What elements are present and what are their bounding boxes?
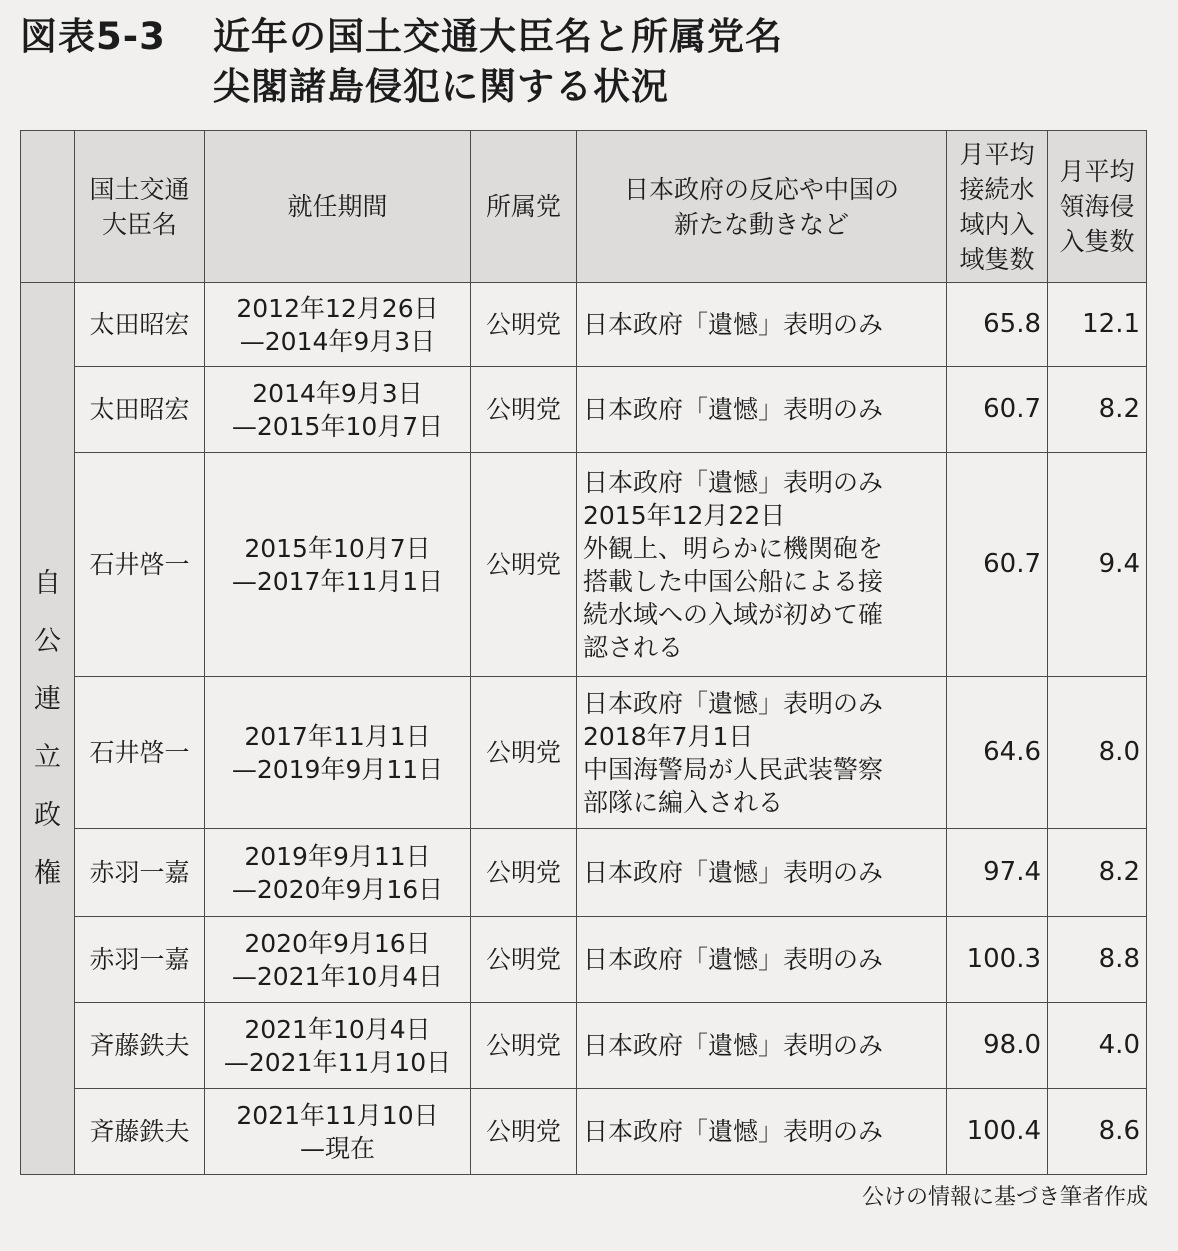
term-line: 2021年11月10日 xyxy=(236,1100,439,1130)
government-response xyxy=(577,453,947,677)
government-response xyxy=(577,1003,947,1089)
minister-name: 斉藤鉄夫 xyxy=(75,1003,205,1089)
response-line: 外観上、明らかに機関砲を xyxy=(583,533,884,563)
term-period xyxy=(205,1089,471,1175)
header-row xyxy=(21,131,1147,283)
table-row xyxy=(21,1003,1147,1089)
term-line: —2015年10月7日 xyxy=(231,411,444,441)
response-line: 日本政府「遺憾」表明のみ xyxy=(583,945,884,974)
minister-name: 石井啓一 xyxy=(75,677,205,829)
government-response xyxy=(577,677,947,829)
contiguous-zone-count: 97.4 xyxy=(947,829,1048,917)
term-line: 2021年10月4日 xyxy=(244,1014,431,1044)
header-party: 所属党 xyxy=(471,131,577,283)
contiguous-zone-count: 100.4 xyxy=(947,1089,1048,1175)
table-row xyxy=(21,1089,1147,1175)
header-contiguous: 月平均 接続水 域内入 域隻数 xyxy=(947,131,1048,283)
territorial-intrusion-count: 8.2 xyxy=(1048,829,1147,917)
response-line: 日本政府「遺憾」表明のみ xyxy=(583,858,884,887)
party-name: 公明党 xyxy=(471,1089,577,1175)
term-line: —2019年9月11日 xyxy=(231,754,444,784)
territorial-intrusion-count: 12.1 xyxy=(1048,283,1147,367)
term-line: —2014年9月3日 xyxy=(239,326,436,356)
response-line: 搭載した中国公船による接 xyxy=(583,566,884,596)
term-period xyxy=(205,283,471,367)
party-name: 公明党 xyxy=(471,917,577,1003)
government-response xyxy=(577,829,947,917)
term-line: 2014年9月3日 xyxy=(252,378,423,408)
party-name: 公明党 xyxy=(471,1003,577,1089)
response-line: 日本政府「遺憾」表明のみ xyxy=(583,467,884,497)
government-response xyxy=(577,367,947,453)
government-response xyxy=(577,917,947,1003)
response-line: 日本政府「遺憾」表明のみ xyxy=(583,1117,884,1146)
term-line: —2017年11月1日 xyxy=(231,566,444,596)
minister-name: 石井啓一 xyxy=(75,453,205,677)
term-line: —2021年11月10日 xyxy=(223,1047,452,1077)
response-line: 2018年7月1日 xyxy=(583,721,754,751)
response-line: 中国海警局が人民武装警察 xyxy=(583,754,884,784)
party-name: 公明党 xyxy=(471,829,577,917)
term-line: —現在 xyxy=(299,1133,375,1163)
territorial-intrusion-count: 4.0 xyxy=(1048,1003,1147,1089)
response-line: 日本政府「遺憾」表明のみ xyxy=(583,310,884,339)
term-period xyxy=(205,453,471,677)
term-period xyxy=(205,677,471,829)
figure-title xyxy=(20,12,783,112)
term-period xyxy=(205,829,471,917)
term-line: —2021年10月4日 xyxy=(231,961,444,991)
table-row xyxy=(21,917,1147,1003)
contiguous-zone-count: 100.3 xyxy=(947,917,1048,1003)
term-line: 2017年11月1日 xyxy=(244,721,431,751)
party-name: 公明党 xyxy=(471,453,577,677)
contiguous-zone-count: 60.7 xyxy=(947,453,1048,677)
contiguous-zone-count: 65.8 xyxy=(947,283,1048,367)
term-line: —2020年9月16日 xyxy=(231,874,444,904)
party-name: 公明党 xyxy=(471,367,577,453)
minister-name: 赤羽一嘉 xyxy=(75,829,205,917)
territorial-intrusion-count: 8.2 xyxy=(1048,367,1147,453)
header-blank xyxy=(21,131,75,283)
header-territorial: 月平均 領海侵 入隻数 xyxy=(1048,131,1147,283)
party-name: 公明党 xyxy=(471,677,577,829)
minister-name: 太田昭宏 xyxy=(75,367,205,453)
table-row xyxy=(21,367,1147,453)
term-line: 2020年9月16日 xyxy=(244,928,431,958)
term-line: 2015年10月7日 xyxy=(244,533,431,563)
title-line-1: 近年の国土交通大臣名と所属党名 xyxy=(213,15,783,58)
credit-note: 公けの情報に基づき筆者作成 xyxy=(861,1185,1148,1210)
minister-name: 赤羽一嘉 xyxy=(75,917,205,1003)
government-response xyxy=(577,283,947,367)
contiguous-zone-count: 60.7 xyxy=(947,367,1048,453)
table-row xyxy=(21,283,1147,367)
party-name: 公明党 xyxy=(471,283,577,367)
term-period xyxy=(205,917,471,1003)
term-period xyxy=(205,1003,471,1089)
response-line: 日本政府「遺憾」表明のみ xyxy=(583,395,884,424)
minister-name: 太田昭宏 xyxy=(75,283,205,367)
response-line: 2015年12月22日 xyxy=(583,500,786,530)
contiguous-zone-count: 98.0 xyxy=(947,1003,1048,1089)
response-line: 続水域への入域が初めて確 xyxy=(583,599,884,629)
territorial-intrusion-count: 8.8 xyxy=(1048,917,1147,1003)
header-term: 就任期間 xyxy=(205,131,471,283)
contiguous-zone-count: 64.6 xyxy=(947,677,1048,829)
government-response xyxy=(577,1089,947,1175)
term-line: 2019年9月11日 xyxy=(244,841,431,871)
table-row xyxy=(21,677,1147,829)
header-minister: 国土交通 大臣名 xyxy=(75,131,205,283)
figure-label: 図表5-3 xyxy=(20,15,166,58)
term-period xyxy=(205,367,471,453)
territorial-intrusion-count: 8.6 xyxy=(1048,1089,1147,1175)
header-response: 日本政府の反応や中国の 新たな動きなど xyxy=(577,131,947,283)
term-line: 2012年12月26日 xyxy=(236,293,439,323)
territorial-intrusion-count: 9.4 xyxy=(1048,453,1147,677)
title-line-2: 尖閣諸島侵犯に関する状況 xyxy=(213,65,669,108)
table-row xyxy=(21,453,1147,677)
response-line: 日本政府「遺憾」表明のみ xyxy=(583,688,884,718)
table-row xyxy=(21,829,1147,917)
minister-name: 斉藤鉄夫 xyxy=(75,1089,205,1175)
response-line: 日本政府「遺憾」表明のみ xyxy=(583,1031,884,1060)
government-label: 自 公 連 立 政 権 xyxy=(21,283,75,1175)
territorial-intrusion-count: 8.0 xyxy=(1048,677,1147,829)
minister-table xyxy=(20,130,1147,1175)
response-line: 部隊に編入される xyxy=(583,787,784,817)
response-line: 認される xyxy=(583,632,684,662)
